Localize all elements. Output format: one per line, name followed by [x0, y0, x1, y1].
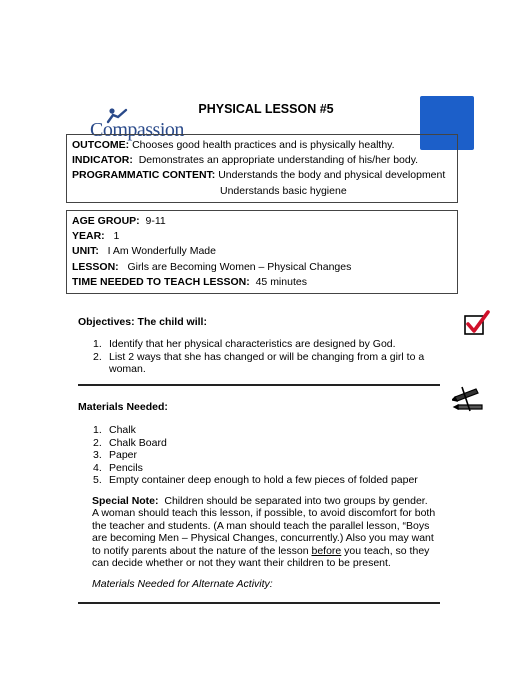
special-note	[92, 495, 444, 569]
list-item: 1. Chalk	[93, 424, 136, 436]
content-row-2	[72, 184, 452, 199]
lesson-info-box	[66, 210, 458, 294]
divider	[78, 602, 440, 604]
outcome-box	[66, 134, 458, 203]
content-value: Understands the body and physical development	[218, 169, 446, 182]
unit-value: I Am Wonderfully Made	[107, 245, 216, 258]
materials-heading: Materials Needed:	[78, 401, 168, 413]
note-line-1: Special Note: Children should be separated into two groups by gender.	[92, 495, 428, 507]
outcome-label: OUTCOME:	[72, 139, 130, 151]
objectives-list	[93, 338, 443, 376]
list-item: woman.	[109, 363, 146, 376]
lesson-row	[72, 260, 452, 275]
year-label: YEAR:	[72, 230, 105, 243]
indicator-label: INDICATOR:	[72, 154, 133, 167]
age-label: AGE GROUP:	[72, 215, 140, 227]
lesson-label: LESSON:	[72, 260, 119, 273]
time-label: TIME NEEDED TO TEACH LESSON:	[72, 275, 250, 288]
logo-text: Compassion	[90, 119, 184, 141]
year-row	[72, 229, 452, 244]
time-row	[72, 275, 452, 290]
lesson-value: Girls are Becoming Women – Physical Changes	[127, 260, 352, 273]
list-item: 4. Pencils	[93, 461, 143, 474]
divider	[78, 384, 440, 386]
content-row	[72, 168, 452, 183]
note-line-4: are becoming Men – Physical Changes, concurrently.) Also you may want	[92, 532, 434, 545]
content-label: PROGRAMMATIC CONTENT:	[72, 169, 216, 182]
pencils-icon	[452, 385, 486, 413]
list-item: 3. Paper	[93, 449, 138, 462]
list-item: 2. List 2 ways that she has changed or will be changing from a girl to a	[93, 350, 425, 363]
age-row	[72, 214, 452, 229]
note-line-3: the teacher and students. (A man should teach the parallel lesson, “Boys	[92, 519, 430, 532]
page-title: PHYSICAL LESSON #5	[198, 102, 334, 116]
list-item: 1. Identify that her physical characteristics are designed by God.	[93, 338, 396, 350]
time-value: 45 minutes	[255, 275, 307, 288]
objectives-heading: Objectives: The child will:	[78, 316, 207, 328]
list-item: 5. Empty container deep enough to hold a few pieces of folded paper	[93, 474, 418, 487]
note-line-2: A woman should teach this lesson, if possible, to avoid discomfort for both	[92, 507, 436, 520]
note-line-5: to notify parents about the nature of the lesson before you teach, so they	[92, 544, 430, 557]
note-line-6: can decide whether or not they want their children to be present.	[92, 557, 391, 570]
alternate-materials-heading: Materials Needed for Alternate Activity:	[92, 578, 273, 590]
checkbox-check-icon	[464, 310, 490, 336]
content-value-2: Understands basic hygiene	[220, 184, 347, 197]
unit-label: UNIT:	[72, 245, 99, 258]
outcome-row	[72, 138, 452, 153]
year-value: 1	[113, 230, 120, 243]
indicator-value: Demonstrates an appropriate understanding of his/her body.	[138, 154, 419, 167]
outcome-value: Chooses good health practices and is physically healthy.	[132, 139, 395, 151]
list-item: 2. Chalk Board	[93, 436, 167, 449]
indicator-row	[72, 153, 452, 168]
unit-row	[72, 244, 452, 259]
age-value: 9-11	[145, 215, 166, 227]
materials-list	[93, 424, 443, 487]
